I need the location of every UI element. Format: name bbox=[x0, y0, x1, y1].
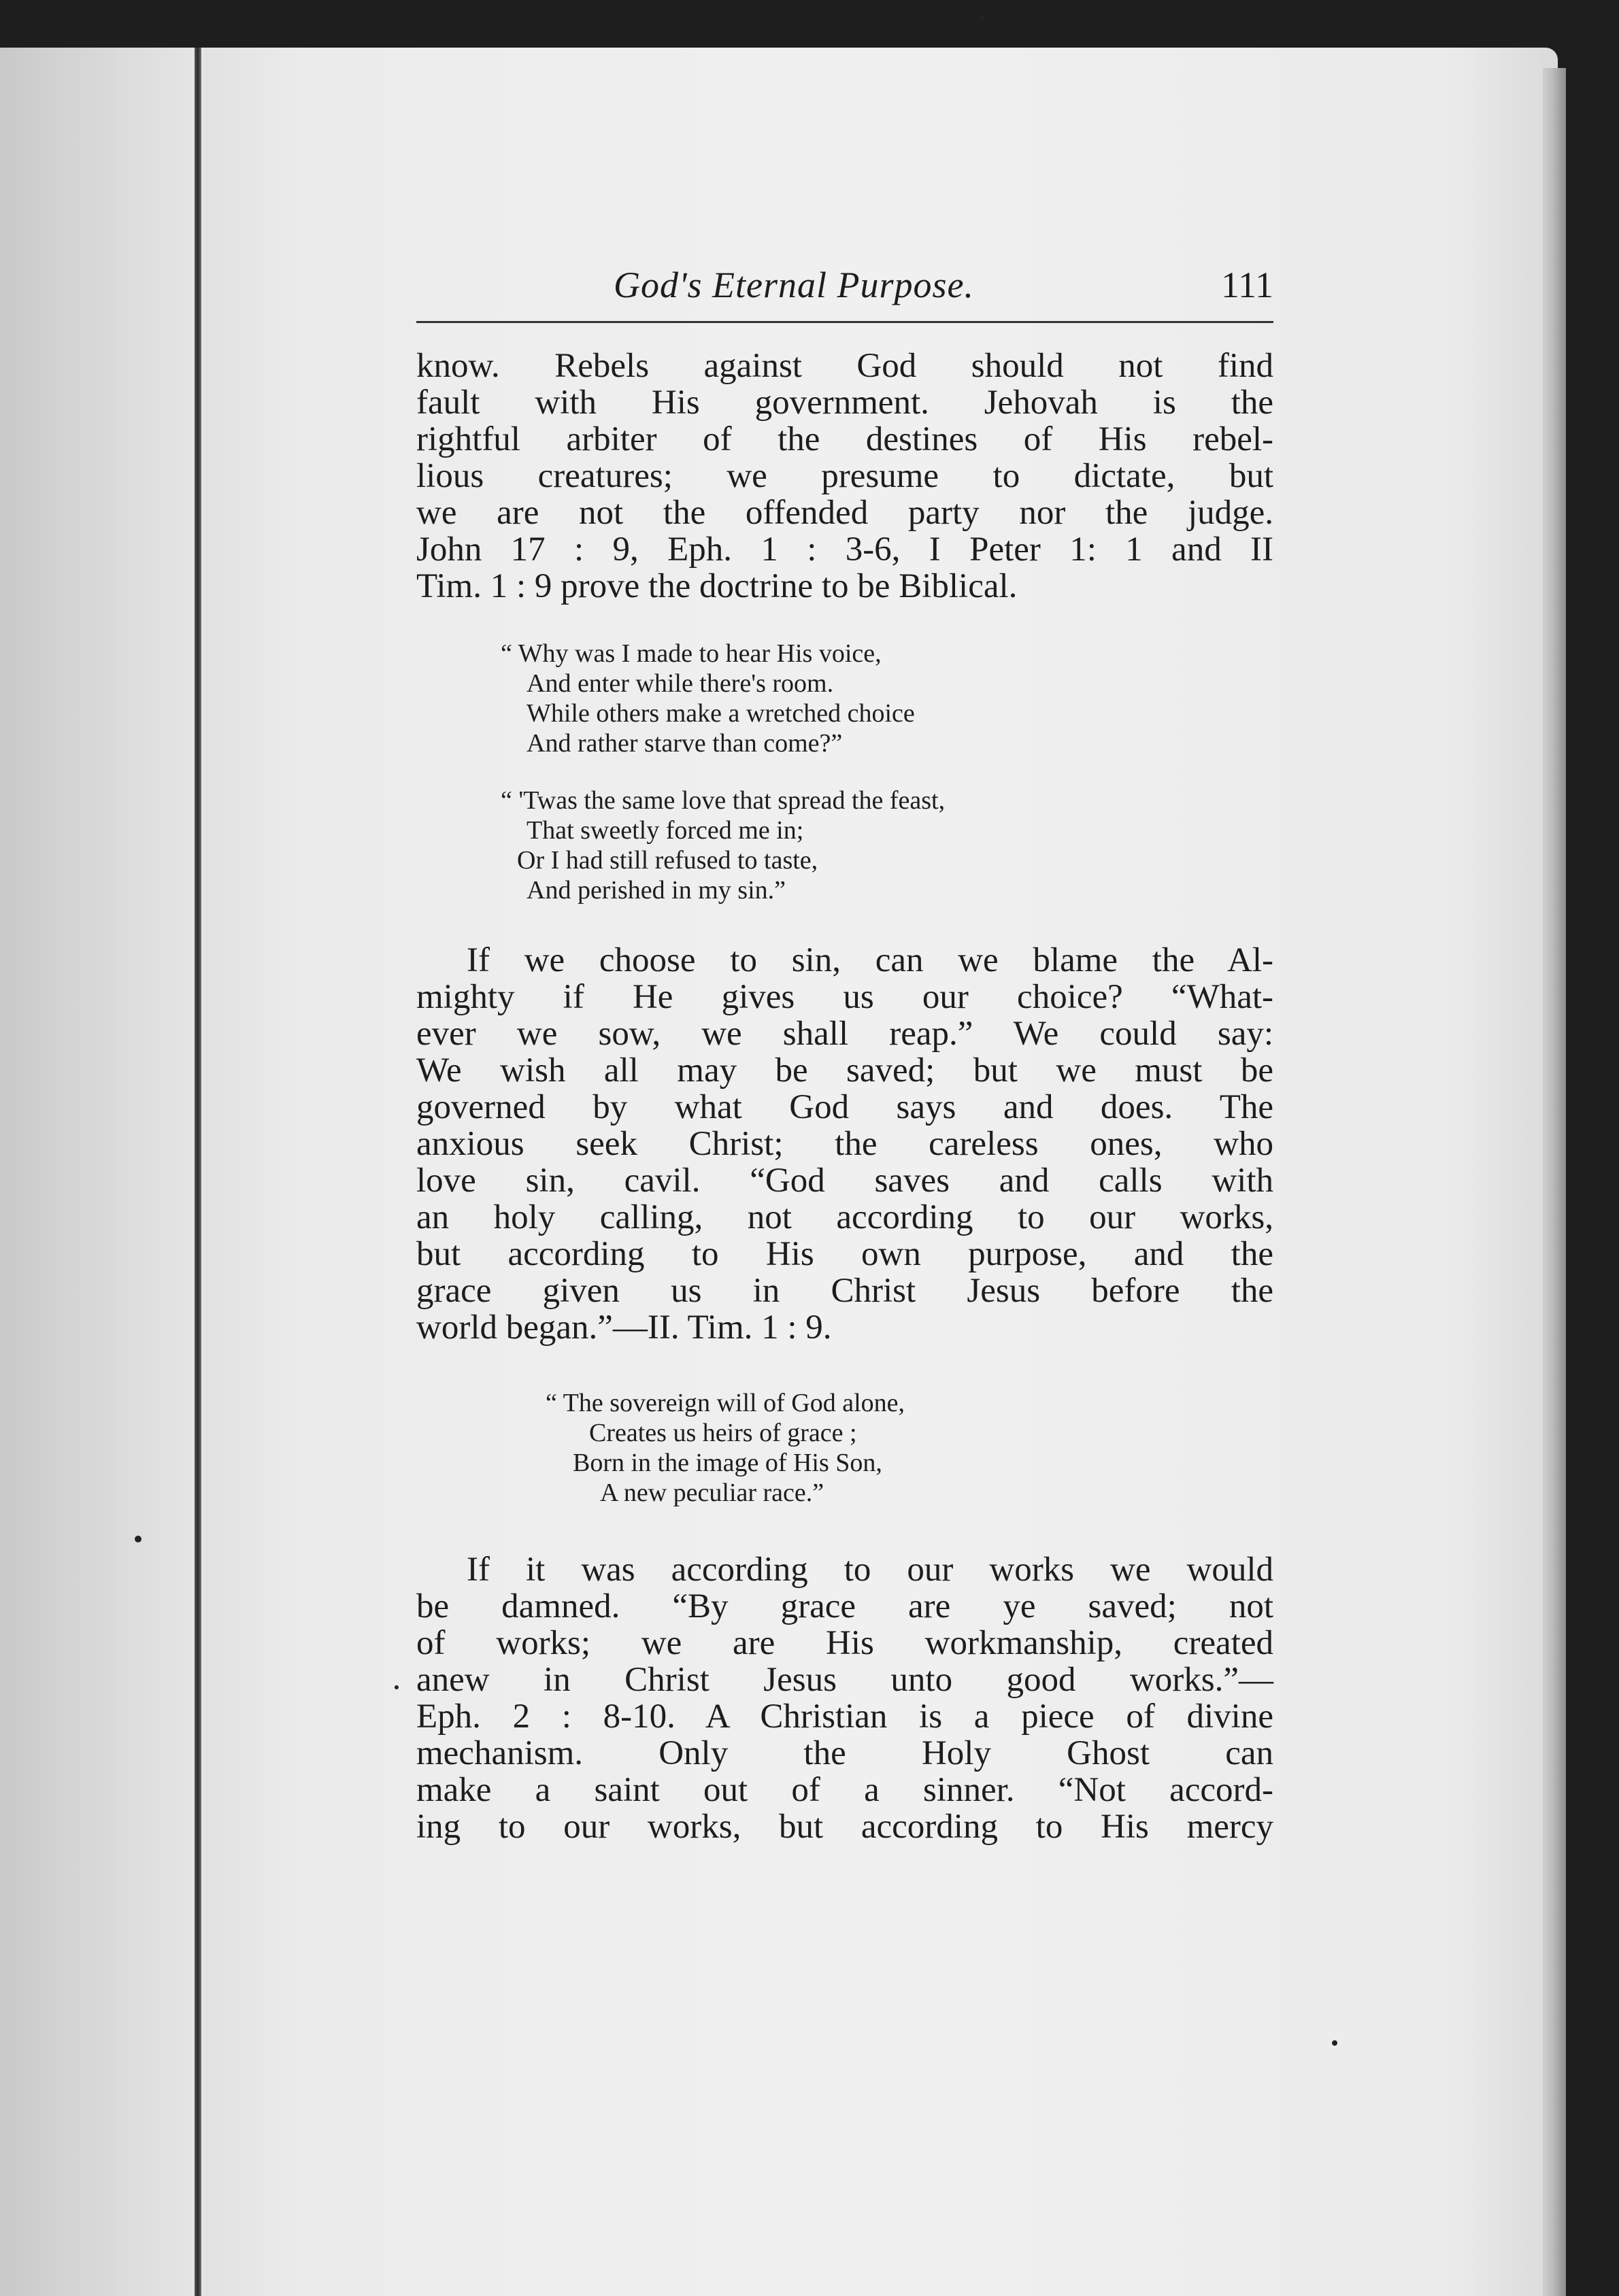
verse-line: And enter while there's room. bbox=[527, 669, 834, 698]
text-line: of works; we are His workmanship, created bbox=[416, 1624, 1273, 1662]
text-line: We wish all may be saved; but we must be bbox=[416, 1051, 1273, 1090]
text-line: John 17 : 9, Eph. 1 : 3-6, I Peter 1: 1 and II bbox=[416, 530, 1273, 569]
text-line: mighty if He gives us our choice? “What- bbox=[416, 978, 1273, 1016]
scan-speck bbox=[135, 1536, 141, 1542]
book-gutter bbox=[195, 48, 201, 2296]
verse-line: A new peculiar race.” bbox=[600, 1479, 824, 1507]
verse-line: While others make a wretched choice bbox=[527, 699, 915, 728]
text-line: be damned. “By grace are ye saved; not bbox=[416, 1587, 1273, 1625]
text-line: an holy calling, not according to our works, bbox=[416, 1198, 1273, 1236]
text-line: love sin, cavil. “God saves and calls with bbox=[416, 1162, 1273, 1200]
page-number: 111 bbox=[1221, 265, 1273, 305]
verse-stanza bbox=[501, 639, 1273, 758]
text-line: anew in Christ Jesus unto good works.”— bbox=[416, 1661, 1273, 1699]
text-line: rightful arbiter of the destines of His rebel- bbox=[416, 420, 1273, 458]
paragraph bbox=[416, 942, 1273, 1346]
text-line: we are not the offended party nor the judge. bbox=[416, 494, 1273, 532]
text-line: If it was according to our works we would bbox=[467, 1551, 1273, 1589]
text-line: ing to our works, but according to His mercy bbox=[416, 1808, 1273, 1846]
verse-line: “ Why was I made to hear His voice, bbox=[501, 639, 882, 668]
text-line: lious creatures; we presume to dictate, but bbox=[416, 457, 1273, 495]
text-line: make a saint out of a sinner. “Not accord- bbox=[416, 1771, 1273, 1809]
paragraph bbox=[416, 1551, 1273, 1845]
text-line: world began.”—II. Tim. 1 : 9. bbox=[416, 1309, 832, 1347]
verse-line: “ The sovereign will of God alone, bbox=[546, 1389, 905, 1417]
text-line: mechanism. Only the Holy Ghost can bbox=[416, 1734, 1273, 1772]
verse-stanza bbox=[501, 786, 1273, 905]
previous-page-edge bbox=[0, 48, 204, 2296]
verse-line: Born in the image of His Son, bbox=[573, 1449, 882, 1477]
page-edge-shadow bbox=[1543, 68, 1566, 2296]
scan-speck bbox=[980, 15, 985, 22]
text-line: know. Rebels against God should not find bbox=[416, 347, 1273, 385]
running-title: God's Eternal Purpose. bbox=[614, 265, 975, 305]
verse-line: Or I had still refused to taste, bbox=[517, 846, 818, 875]
verse-line: And perished in my sin.” bbox=[527, 876, 786, 905]
text-line: fault with His government. Jehovah is the bbox=[416, 384, 1273, 422]
verse-line: That sweetly forced me in; bbox=[527, 816, 804, 845]
text-line: ever we sow, we shall reap.” We could say: bbox=[416, 1015, 1273, 1053]
text-line: Eph. 2 : 8-10. A Christian is a piece of divine bbox=[416, 1698, 1273, 1736]
paragraph bbox=[416, 348, 1273, 605]
verse-line: “ 'Twas the same love that spread the feast, bbox=[501, 786, 946, 815]
scan-speck bbox=[1332, 2040, 1337, 2046]
text-line: grace given us in Christ Jesus before the bbox=[416, 1272, 1273, 1310]
verse-line: Creates us heirs of grace ; bbox=[589, 1419, 857, 1447]
text-line: but according to His own purpose, and the bbox=[416, 1235, 1273, 1273]
running-head bbox=[416, 258, 1273, 323]
page-content bbox=[416, 258, 1273, 1845]
text-line: governed by what God says and does. The bbox=[416, 1088, 1273, 1126]
verse-stanza bbox=[546, 1388, 1273, 1508]
text-line: anxious seek Christ; the careless ones, who bbox=[416, 1125, 1273, 1163]
text-line: If we choose to sin, can we blame the Al- bbox=[467, 941, 1273, 979]
text-line: Tim. 1 : 9 prove the doctrine to be Biblical. bbox=[416, 567, 1018, 605]
verse-line: And rather starve than come?” bbox=[527, 729, 843, 758]
scan-speck bbox=[395, 1685, 399, 1689]
